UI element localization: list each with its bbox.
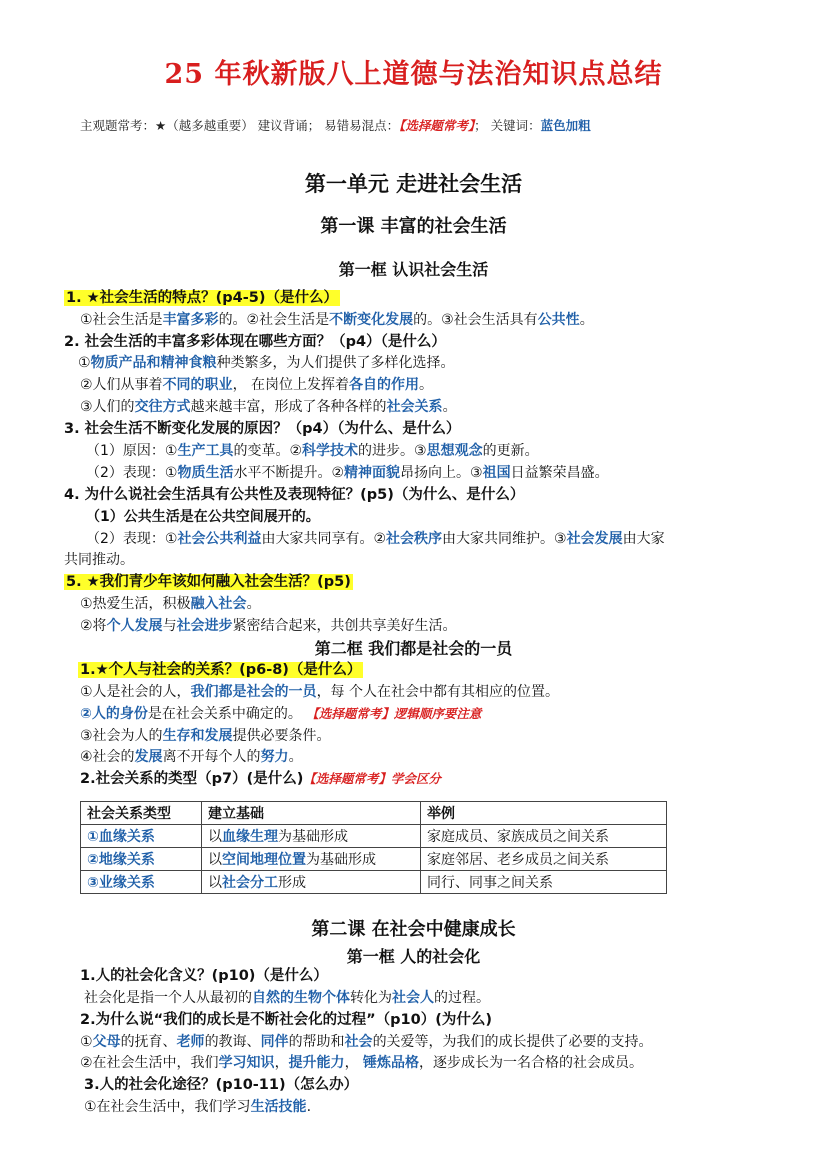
question-2: 2. 社会生活的丰富多彩体现在哪些方面？（p4）（是什么） [64, 334, 446, 350]
answer-line: ②人的身份是在社会关系中确定的。 【选择题常考】逻辑顺序要注意 [80, 706, 482, 722]
answer-line: ③社会为人的生存和发展提供必要条件。 [80, 728, 331, 744]
question-1: 1. ★社会生活的特点？(p4-5)（是什么） [66, 290, 338, 306]
table-row: ③业缘关系 以社会分工形成 同行、同事之间关系 [81, 871, 667, 894]
table-header: 举例 [421, 802, 667, 825]
answer-line: （2）表现：①物质生活水平不断提升。②精神面貌昂扬向上。③祖国日益繁荣昌盛。 [86, 465, 609, 481]
answer-line: ①人是社会的人，我们都是社会的一员，每 个人在社会中都有其相应的位置。 [80, 684, 560, 700]
legend-text-2: ； 关键词： [474, 118, 541, 133]
lesson-1-heading: 第一课 丰富的社会生活 [320, 216, 507, 237]
legend-red-sample: 【选择题常考】 [399, 118, 475, 133]
answer-line: （1）原因：①生产工具的变革。②科学技术的进步。③思想观念的更新。 [86, 443, 539, 459]
frame-2-heading: 第二框 我们都是社会的一员 [314, 639, 513, 658]
question-3: 3. 社会生活不断变化发展的原因？（p4）（为什么、是什么） [64, 421, 461, 437]
answer-line: ③人们的交往方式越来越丰富，形成了各种各样的社会关系。 [80, 399, 457, 415]
question-1-frame2: 1.★个人与社会的关系？(p6-8)（是什么） [80, 662, 362, 678]
question-1-frame3: 1.人的社会化含义？(p10)（是什么） [80, 968, 328, 984]
legend-text: 主观题常考：★（越多越重要） 建议背诵； 易错易混点： [80, 118, 400, 133]
table-header: 建立基础 [202, 802, 421, 825]
frame-3-heading: 第一框 人的社会化 [346, 947, 481, 966]
table-header-row [81, 802, 667, 825]
table-row: ①血缘关系 以血缘生理为基础形成 家庭成员、家族成员之间关系 [81, 825, 667, 848]
answer-line: ④社会的发展离不开每个人的努力。 [80, 749, 303, 765]
document-title: 25 年秋新版八上道德与法治知识点总结 [164, 59, 663, 90]
table-row: ②地缘关系 以空间地理位置为基础形成 家庭邻居、老乡成员之间关系 [81, 848, 667, 871]
answer-line: ②在社会生活中，我们学习知识，提升能力， 锤炼品格，逐步成长为一名合格的社会成员。 [80, 1055, 644, 1071]
answer-line: 共同推动。 [64, 552, 134, 568]
question-2-frame2: 2.社会关系的类型（p7）(是什么)【选择题常考】学会区分 [80, 771, 441, 787]
legend-line [80, 116, 591, 134]
lesson-2-heading: 第二课 在社会中健康成长 [311, 919, 516, 940]
legend-blue-sample: 蓝色加粗 [540, 118, 591, 133]
unit-heading: 第一单元 走进社会生活 [304, 171, 523, 196]
answer-line: ①热爱生活，积极融入社会。 [80, 596, 261, 612]
question-5: 5. ★我们青少年该如何融入社会生活？(p5) [66, 574, 351, 590]
answer-line: ②人们从事着不同的职业， 在岗位上发挥着各自的作用。 [80, 377, 434, 393]
answer-line: ①父母的抚育、老师的教诲、同伴的帮助和社会的关爱等，为我们的成长提供了必要的支持。 [80, 1034, 653, 1050]
question-4: 4. 为什么说社会生活具有公共性及表现特征？(p5)（为什么、是什么） [64, 487, 525, 503]
answer-line: ①在社会生活中，我们学习生活技能. [84, 1099, 312, 1115]
answer-line: （1）公共生活是在公共空间展开的。 [86, 509, 320, 525]
table-header: 社会关系类型 [81, 802, 202, 825]
answer-line: ①社会生活是丰富多彩的。②社会生活是不断变化发展的。③社会生活具有公共性。 [80, 312, 594, 328]
answer-line: 社会化是指一个人从最初的自然的生物个体转化为社会人的过程。 [84, 990, 490, 1006]
frame-1-heading: 第一框 认识社会生活 [338, 260, 489, 279]
answer-line: ①物质产品和精神食粮种类繁多，为人们提供了多样化选择。 [78, 355, 455, 371]
question-3-frame3: 3.人的社会化途径？(p10-11)（怎么办） [84, 1077, 359, 1093]
answer-line: （2）表现：①社会公共利益由大家共同享有。②社会秩序由大家共同维护。③社会发展由大家 [86, 531, 665, 547]
social-relations-table [80, 801, 667, 894]
answer-line: ②将个人发展与社会进步紧密结合起来，共创共享美好生活。 [80, 618, 457, 634]
question-2-frame3: 2.为什么说“我们的成长是不断社会化的过程”（p10）(为什么) [80, 1012, 492, 1028]
